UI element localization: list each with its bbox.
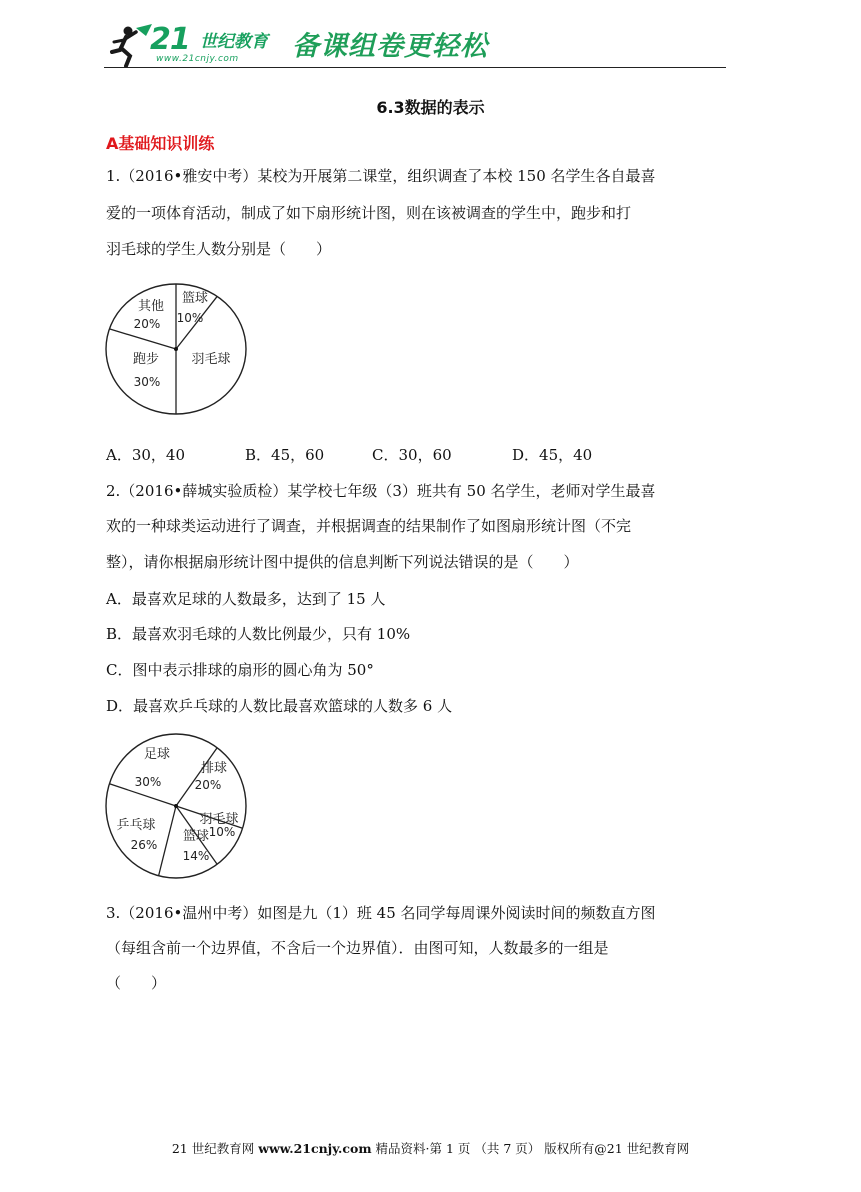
q2-option-b[interactable]: B．最喜欢羽毛球的人数比例最少，只有 10% <box>106 625 411 643</box>
section-heading: A基础知识训练 <box>106 134 215 153</box>
pie-slice-label: 跑步 <box>132 352 160 367</box>
pie-slice-label: 篮球 <box>182 829 210 844</box>
q1-line-2: 爱的一项体育活动，制成了如下扇形统计图，则在该被调查的学生中，跑步和打 <box>106 204 632 222</box>
pie-center <box>174 347 178 351</box>
pie-slice-label: 排球 <box>200 761 228 776</box>
footer-prefix: 21 世纪教育网 <box>171 1141 255 1156</box>
pie-center <box>174 804 178 808</box>
q3-line-1: 3.（2016•温州中考）如图是九（1）班 45 名同学每周课外阅读时间的频数直方图 <box>106 904 656 922</box>
pie-slice-label: 羽毛球 <box>199 812 239 827</box>
pie-slice-label: 篮球 <box>181 291 209 306</box>
pie-slice-value: 10% <box>176 311 204 325</box>
pie-slice-value: 30% <box>134 775 162 789</box>
pie-slice-value: 30% <box>133 375 161 389</box>
q2-option-c[interactable]: C．图中表示排球的扇形的圆心角为 50° <box>106 661 374 679</box>
q2-line-2: 欢的一种球类运动进行了调查，并根据调查的结果制作了如图扇形统计图（不完 <box>106 517 632 535</box>
q1-line-3: 羽毛球的学生人数分别是（ ） <box>106 240 332 258</box>
q3-line-2: （每组含前一个边界值，不含后一个边界值）．由图可知，人数最多的一组是 <box>106 939 609 957</box>
q2-line-3: 整），请你根据扇形统计图中提供的信息判断下列说法错误的是（ ） <box>106 553 579 571</box>
pie-slice-label: 足球 <box>143 747 171 762</box>
q3-line-3: （ ） <box>106 974 167 992</box>
pie-slice-value: 20% <box>133 317 161 331</box>
q2-line-1: 2.（2016•薛城实验质检）某学校七年级（3）班共有 50 名学生，老师对学生最喜 <box>106 482 656 500</box>
pie-slice-value: 10% <box>208 825 236 839</box>
q1-options <box>106 445 746 466</box>
q1-line-1: 1.（2016•雅安中考）某校为开展第二课堂，组织调查了本校 150 名学生各自最喜 <box>106 167 656 185</box>
pie-slice-value: 20% <box>194 778 222 792</box>
pie-slice-value: 26% <box>130 838 158 852</box>
q2-option-a[interactable]: A．最喜欢足球的人数最多，达到了 15 人 <box>106 590 386 608</box>
q1-option-d[interactable]: D．45，40 <box>512 446 593 464</box>
pie-chart-sports <box>104 283 254 418</box>
footer-url[interactable]: www.21cnjy.com <box>258 1141 372 1156</box>
q1-option-b[interactable]: B．45，60 <box>245 446 325 464</box>
q1-option-a[interactable]: A．30，40 <box>106 446 186 464</box>
logo-text: 世纪教育 <box>200 32 268 52</box>
header-divider <box>104 67 726 68</box>
pie-chart-ball-games <box>104 730 254 882</box>
q1-option-c[interactable]: C．30，60 <box>372 446 452 464</box>
pie-slice-label: 羽毛球 <box>191 352 231 367</box>
pie-slice-label: 其他 <box>137 299 165 314</box>
logo-number: 21 <box>150 22 190 57</box>
footer-suffix: 精品资料·第 1 页 （共 7 页） 版权所有@21 世纪教育网 <box>375 1141 690 1156</box>
page-title: 6.3数据的表示 <box>376 98 485 117</box>
pie-slice-label: 乒乓球 <box>116 818 156 833</box>
header-slogan: 备课组卷更轻松 <box>292 31 488 62</box>
logo-url: www.21cnjy.com <box>156 54 239 64</box>
pie-slice-value: 14% <box>182 849 210 863</box>
runner-logo-icon <box>106 22 154 68</box>
page-footer <box>0 1141 861 1157</box>
q2-option-d[interactable]: D．最喜欢乒乓球的人数比最喜欢篮球的人数多 6 人 <box>106 697 453 715</box>
